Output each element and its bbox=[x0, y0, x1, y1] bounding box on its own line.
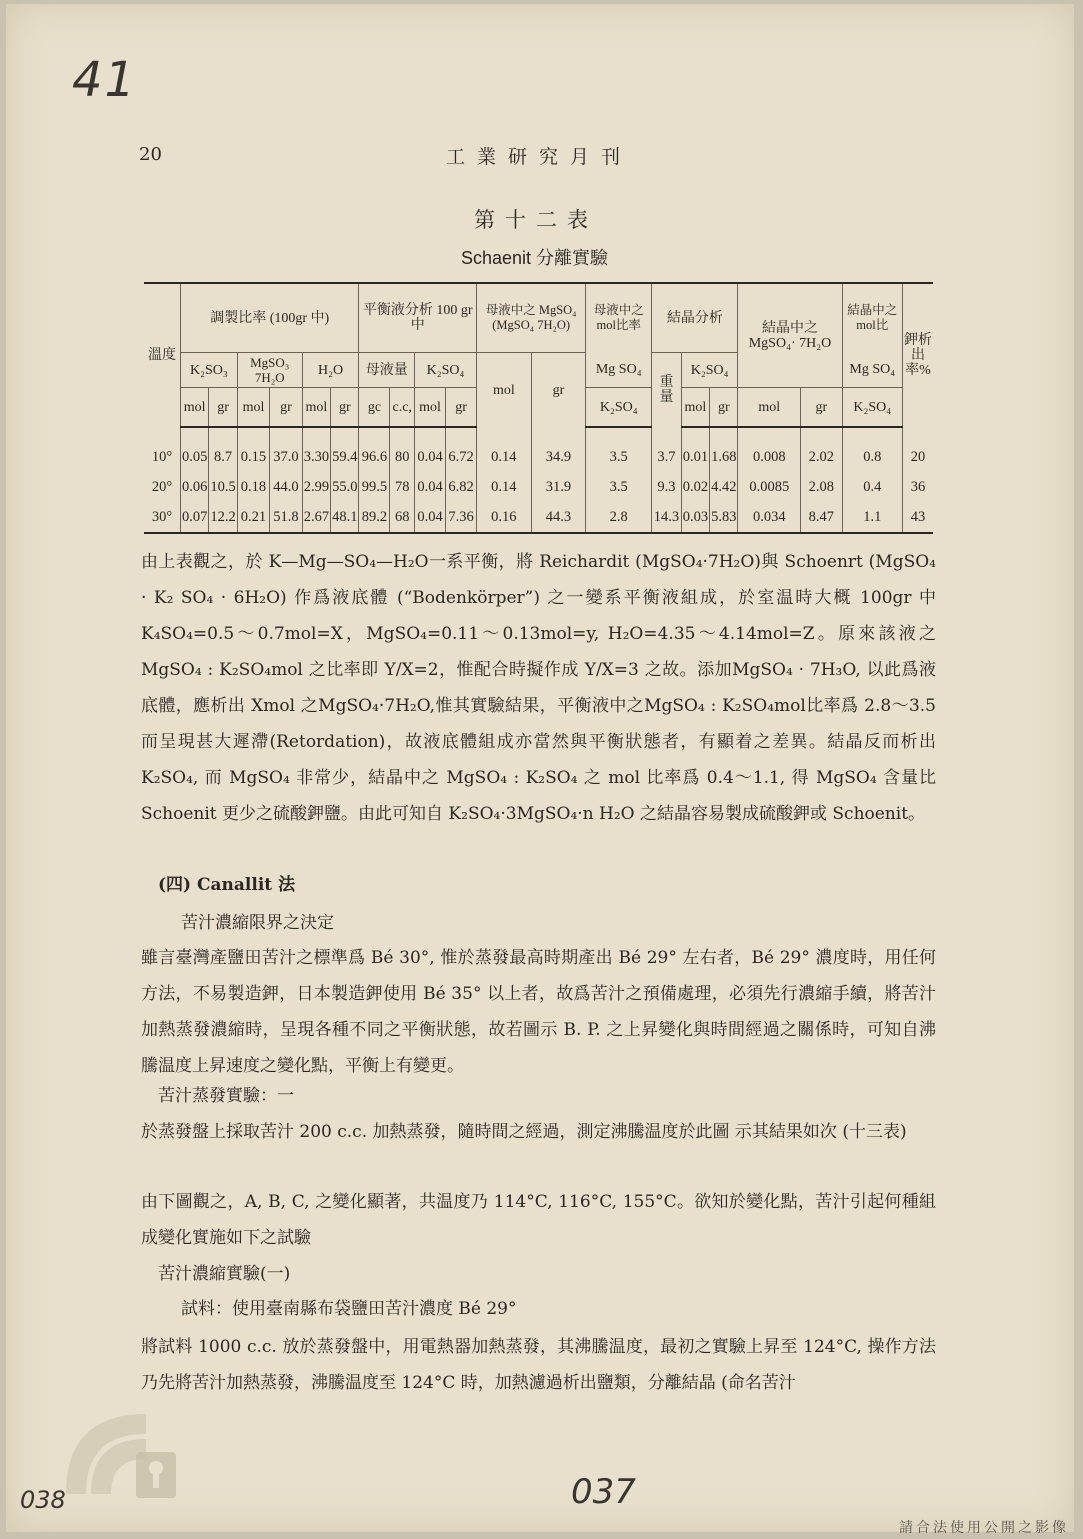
table-cell: 59.4 bbox=[331, 442, 359, 472]
table-cell: 3.30 bbox=[302, 442, 330, 472]
table-cell: 78 bbox=[390, 472, 415, 502]
table-cell: 80 bbox=[390, 442, 415, 472]
table-cell: 8.47 bbox=[801, 502, 842, 533]
table-cell: 0.16 bbox=[477, 502, 532, 533]
unit: mol bbox=[181, 388, 209, 428]
table-cell: 2.02 bbox=[801, 442, 842, 472]
table-cell: 3.5 bbox=[586, 442, 652, 472]
table-row bbox=[144, 442, 933, 472]
unit: gr bbox=[801, 388, 842, 428]
unit: gr bbox=[446, 388, 477, 428]
table-cell: 6.82 bbox=[446, 472, 477, 502]
paragraph-procedure: 將試料 1000 c.c. 放於蒸發盤中，用電熱器加熱蒸發，其沸騰温度，最初之實驗上昇至 124°C, 操作方法乃先將苦汁加熱蒸發，沸騰温度至 124°C 時，加熱濾過析出鹽類，分離結晶 (命名苦汁 bbox=[141, 1337, 936, 1393]
unit: mol bbox=[415, 388, 446, 428]
table-cell: 0.14 bbox=[477, 472, 532, 502]
table-cell: 99.5 bbox=[359, 472, 390, 502]
sample-line: 試料：使用臺南縣布袋鹽田苦汁濃度 Bé 29° bbox=[181, 1299, 517, 1319]
table-row bbox=[144, 472, 933, 502]
unit: gr bbox=[270, 388, 302, 428]
table-cell: 2.8 bbox=[586, 502, 652, 533]
table-cell: 0.05 bbox=[181, 442, 209, 472]
header-molratio-group: 母液中之mol比率 bbox=[586, 283, 652, 353]
header-mgso3: MgSO₃ 7H₂O bbox=[237, 353, 302, 388]
handwritten-page-number: 41 bbox=[72, 52, 138, 108]
header-k2so4: K₂SO₄ bbox=[415, 353, 477, 388]
header-ratio-group: 調製比率 (100gr 中) bbox=[181, 283, 359, 353]
header-potassium-yield: 鉀析出率% bbox=[903, 283, 934, 427]
table-cell: 0.15 bbox=[237, 442, 269, 472]
schaenit-table bbox=[144, 282, 933, 534]
paragraph-evaporation: 於蒸發盤上採取苦汁 200 c.c. 加熱蒸發，隨時間之經過，測定沸騰温度於此圖 示其結果如次 (十三表) bbox=[141, 1122, 907, 1142]
table-cell: 43 bbox=[903, 502, 934, 533]
table-cell: 0.01 bbox=[681, 442, 709, 472]
table-subtitle: Schaenit 分離實驗 bbox=[461, 248, 609, 268]
unit: c.c, bbox=[390, 388, 415, 428]
table-cell: 5.83 bbox=[710, 502, 738, 533]
table-title: 第十二表 bbox=[474, 208, 598, 232]
table-cell: 0.8 bbox=[842, 442, 903, 472]
journal-title: 工業研究月刊 bbox=[446, 146, 633, 168]
unit: mol bbox=[681, 388, 709, 428]
table-cell: 2.08 bbox=[801, 472, 842, 502]
header-mother-liquor: 母液量 bbox=[359, 353, 415, 388]
table-cell: 20° bbox=[144, 472, 181, 502]
unit: gr bbox=[710, 388, 738, 428]
section-heading: (四) Canallit 法 bbox=[158, 875, 296, 895]
table-cell: 10.5 bbox=[209, 472, 237, 502]
header-equil-group: 平衡液分析 100 gr 中 bbox=[359, 283, 477, 353]
paragraph-observation: 由下圖觀之，A, B, C, 之變化顯著，共温度乃 114°C, 116°C, 155°C。欲知於變化點，苦汁引起何種組成變化實施如下之試驗 bbox=[141, 1192, 936, 1248]
experiment-heading: 苦汁濃縮實驗(一) bbox=[158, 1264, 291, 1284]
unit: gc bbox=[359, 388, 390, 428]
header-cryratio-bottom: K₂SO₄ bbox=[842, 388, 903, 428]
handwritten-number: 037 bbox=[571, 1472, 636, 1512]
header-molratio-top: Mg SO₄ bbox=[586, 353, 652, 388]
table-cell: 0.008 bbox=[738, 442, 801, 472]
header-h2o: H₂O bbox=[302, 353, 359, 388]
handwritten-number: 038 bbox=[20, 1486, 66, 1514]
header-crystal-k2so4: K₂SO₄ bbox=[681, 353, 738, 388]
table-cell: 6.72 bbox=[446, 442, 477, 472]
table-cell: 12.2 bbox=[209, 502, 237, 533]
table-cell: 0.04 bbox=[415, 502, 446, 533]
header-mgso4-group: 母液中之 MgSO₄ (MgSO₄ 7H₂O) bbox=[477, 283, 586, 353]
table-cell: 0.07 bbox=[181, 502, 209, 533]
header-molratio-bottom: K₂SO₄ bbox=[586, 388, 652, 428]
table-cell: 0.04 bbox=[415, 442, 446, 472]
table-cell: 68 bbox=[390, 502, 415, 533]
table-cell: 36 bbox=[910, 478, 926, 495]
table-cell: 48.1 bbox=[331, 502, 359, 533]
table-cell: 0.02 bbox=[681, 472, 709, 502]
table-cell: 30° bbox=[144, 502, 181, 533]
unit: mol bbox=[738, 388, 801, 428]
header-cryratio-top: Mg SO₄ bbox=[842, 353, 903, 388]
table-cell: 0.06 bbox=[181, 472, 209, 502]
table-cell: 20 bbox=[910, 448, 926, 465]
header-weight: 重量 bbox=[652, 353, 682, 428]
table-cell: 55.0 bbox=[331, 472, 359, 502]
table-cell: 3.7 bbox=[652, 442, 682, 472]
table-cell: 8.7 bbox=[209, 442, 237, 472]
document-page bbox=[6, 4, 1074, 1532]
table-cell: 4.42 bbox=[710, 472, 738, 502]
table-cell: 3.5 bbox=[586, 472, 652, 502]
table-cell: 14.3 bbox=[652, 502, 682, 533]
header-gr-a: gr bbox=[531, 353, 586, 428]
paragraph-analysis: 由上表觀之，於 K—Mg—SO₄—H₂O一系平衡，將 Reichardit (MgSO₄·7H₂O)與 Schoenrt (MgSO₄ · K₂ SO₄ · 6H₂O) 作爲液底體 (“Bodenkörper”) 之一變系平衡液組成，於室温時大概 100gr 中 K₄SO₄=0.5～0.7mol=X，MgSO₄=0.11～0.13mol=y, H₂O=4.35～4.14mol=Z。原來該液之 MgSO₄ : K₂SO₄mol 之比率即 Y/X=2，惟配合時擬作成 Y/X=3 之故。添加MgSO₄ · 7H₃O, 以此爲液底體，應析出 Xmol 之MgSO₄·7H₂O,惟其實驗結果，平衡液中之MgSO₄ : K₂SO₄mol比率爲 2.8～3.5 而呈現甚大遲滯(Retordation)，故液底體組成亦當然與平衡狀態者，有顯着之差異。結晶反而析出 K₂SO₄, 而 MgSO₄ 非常少，結晶中之 MgSO₄ : K₂SO₄ 之 mol 比率爲 0.4～1.1, 得 MgSO₄ 含量比 Schoenit 更少之硫酸鉀鹽。由此可知自 K₂SO₄·3MgSO₄·n H₂O 之結晶容易製成硫酸鉀或 Schoenit。 bbox=[141, 552, 936, 824]
table-cell: 0.18 bbox=[237, 472, 269, 502]
header-crystal-ratio-group: 結晶中之mol比 bbox=[842, 283, 903, 353]
header-mol-a: mol bbox=[477, 353, 532, 428]
unit: gr bbox=[209, 388, 237, 428]
table-cell: 0.034 bbox=[738, 502, 801, 533]
table-cell: 96.6 bbox=[359, 442, 390, 472]
header-crystal-group: 結晶分析 bbox=[652, 283, 738, 353]
unit: gr bbox=[331, 388, 359, 428]
table-cell: 0.03 bbox=[681, 502, 709, 533]
table-cell: 34.9 bbox=[531, 442, 586, 472]
experiment-heading: 苦汁蒸發實驗：一 bbox=[158, 1086, 294, 1106]
archive-logo-watermark bbox=[46, 1394, 186, 1504]
table-cell: 2.99 bbox=[302, 472, 330, 502]
table-cell: 44.0 bbox=[270, 472, 302, 502]
page-number: 20 bbox=[139, 144, 162, 165]
table-cell: 10° bbox=[144, 442, 181, 472]
table-cell: 0.0085 bbox=[738, 472, 801, 502]
table-cell: 0.4 bbox=[842, 472, 903, 502]
table-cell: 0.14 bbox=[477, 442, 532, 472]
table-cell: 1.1 bbox=[842, 502, 903, 533]
table-cell: 9.3 bbox=[652, 472, 682, 502]
subheading: 苦汁濃縮限界之決定 bbox=[181, 913, 334, 933]
usage-stamp: 請合法使用公開之影像 bbox=[899, 1520, 1069, 1536]
table-cell: 7.36 bbox=[446, 502, 477, 533]
table-cell: 31.9 bbox=[531, 472, 586, 502]
header-temp: 溫度 bbox=[144, 283, 181, 427]
table-cell: 44.3 bbox=[531, 502, 586, 533]
unit: mol bbox=[302, 388, 330, 428]
table-cell: 89.2 bbox=[359, 502, 390, 533]
unit: mol bbox=[237, 388, 269, 428]
table-cell: 37.0 bbox=[270, 442, 302, 472]
table-cell: 51.8 bbox=[270, 502, 302, 533]
table-cell: 1.68 bbox=[710, 442, 738, 472]
table-cell: 0.21 bbox=[237, 502, 269, 533]
table-cell: 0.04 bbox=[415, 472, 446, 502]
table-cell: 2.67 bbox=[302, 502, 330, 533]
table-row bbox=[144, 502, 933, 533]
paragraph-concentration: 雖言臺灣產鹽田苦汁之標準爲 Bé 30°, 惟於蒸發最高時期產出 Bé 29° 左右者，Bé 29° 濃度時，用任何方法，不易製造鉀，日本製造鉀使用 Bé 35° 以上者，故爲苦汁之預備處理，必須先行濃縮手續，將苦汁加熱蒸發濃縮時，呈現各種不同之平衡狀態，故若圖示 B. P. 之上昇變化與時間經過之關係時，可知自沸騰温度上昇速度之變化點，平衡上有變更。 bbox=[141, 948, 936, 1076]
header-crystal-mgso4-group: 結晶中之 MgSO₄· 7H₂O bbox=[738, 283, 842, 388]
header-k2so3: K₂SO₃ bbox=[181, 353, 238, 388]
